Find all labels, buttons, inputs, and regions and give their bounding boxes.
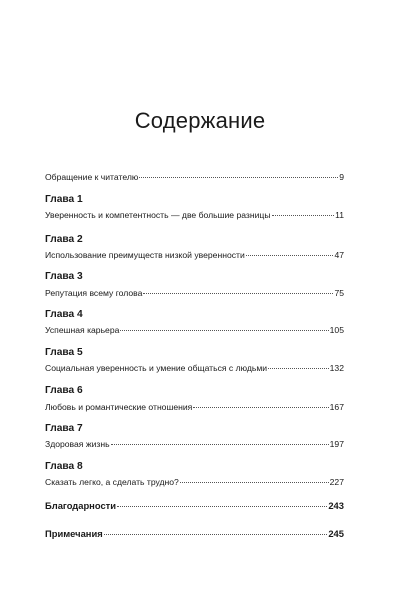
dot-leader xyxy=(104,534,328,535)
toc-entry-text: Примечания xyxy=(45,528,103,539)
chapter-heading-4: Глава 4 xyxy=(45,309,83,320)
dot-leader xyxy=(180,482,329,483)
dot-leader xyxy=(272,215,335,216)
toc-entry-text: Уверенность и компетентность — две большие разницы xyxy=(45,210,271,220)
toc-entry-chapter-4 xyxy=(45,325,344,335)
toc-entry-text: Благодарности xyxy=(45,500,117,511)
dot-leader xyxy=(139,177,338,178)
toc-page-number: 75 xyxy=(334,288,344,298)
toc-entry-chapter-3 xyxy=(45,288,344,298)
chapter-heading-6: Глава 6 xyxy=(45,385,83,396)
dot-leader xyxy=(193,407,328,408)
toc-entry-text: Использование преимуществ низкой уверенности xyxy=(45,250,245,260)
toc-entry-chapter-1 xyxy=(45,210,344,220)
toc-entry-text: Любовь и романтические отношения xyxy=(45,402,193,412)
chapter-heading-7: Глава 7 xyxy=(45,423,83,434)
dot-leader xyxy=(268,368,329,369)
toc-page-number: 132 xyxy=(329,363,344,373)
dot-leader xyxy=(117,506,327,507)
toc-page-number: 197 xyxy=(329,439,344,449)
toc-entry-chapter-6 xyxy=(45,402,344,412)
dot-leader xyxy=(246,255,334,256)
toc-entry-intro xyxy=(45,172,344,182)
toc-entry-acknowledgements xyxy=(45,501,344,511)
chapter-heading-2: Глава 2 xyxy=(45,234,83,245)
toc-page-number: 105 xyxy=(329,325,344,335)
chapter-heading-5: Глава 5 xyxy=(45,347,83,358)
dot-leader xyxy=(111,444,329,445)
toc-entry-chapter-5 xyxy=(45,363,344,373)
toc-page-number: 9 xyxy=(339,172,344,182)
toc-entry-chapter-2 xyxy=(45,250,344,260)
toc-page-number: 245 xyxy=(328,528,344,539)
dot-leader xyxy=(120,330,328,331)
toc-page-number: 243 xyxy=(328,500,344,511)
toc-entry-text: Успешная карьера xyxy=(45,325,120,335)
toc-page-number: 167 xyxy=(329,402,344,412)
dot-leader xyxy=(143,293,333,294)
toc-entry-text: Сказать легко, а сделать трудно? xyxy=(45,477,179,487)
toc-entry-text: Социальная уверенность и умение общаться с людьми xyxy=(45,363,268,373)
toc-entry-text: Здоровая жизнь xyxy=(45,439,110,449)
toc-page-number: 47 xyxy=(334,250,344,260)
toc-entry-text: Обращение к читателю xyxy=(45,172,139,182)
chapter-heading-3: Глава 3 xyxy=(45,271,83,282)
toc-page-number: 227 xyxy=(329,477,344,487)
chapter-heading-1: Глава 1 xyxy=(45,194,83,205)
toc-entry-chapter-7 xyxy=(45,439,344,449)
chapter-heading-8: Глава 8 xyxy=(45,461,83,472)
toc-entry-notes xyxy=(45,529,344,539)
toc-entry-text: Репутация всему голова xyxy=(45,288,143,298)
toc-page-number: 11 xyxy=(335,210,344,220)
toc-entry-chapter-8 xyxy=(45,477,344,487)
page-title: Содержание xyxy=(134,108,266,133)
